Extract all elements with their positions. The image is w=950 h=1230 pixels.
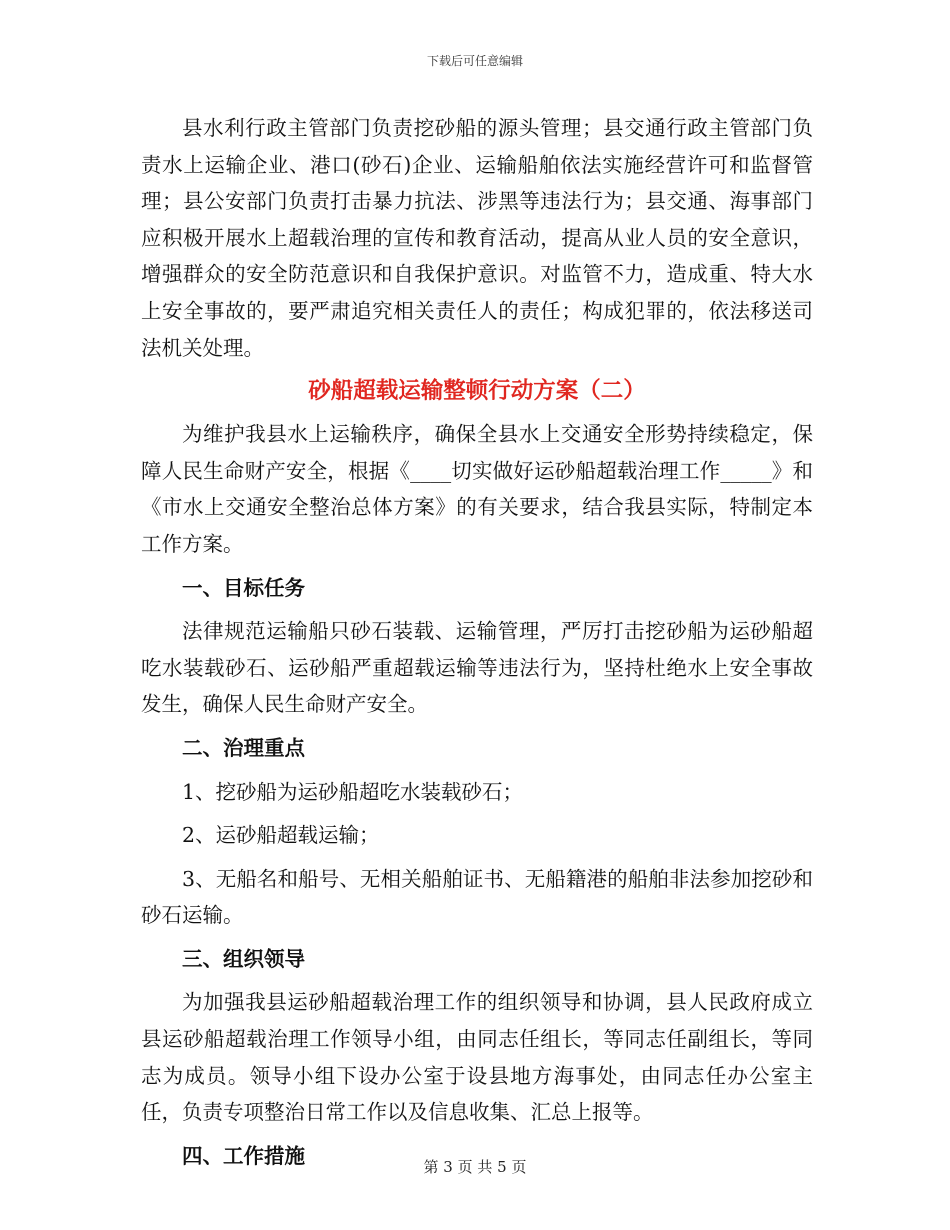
document-title: 砂船超载运输整顿行动方案（二） [308,378,646,405]
document-body [141,110,813,1181]
paragraph-leadership: 为加强我县运砂船超载治理工作的组织领导和协调，县人民政府成立县运砂船超载治理工作领导小组，由同志任组长，等同志任副组长，等同志为成员。领导小组下设办公室于设县地方海事处，由同志任办公室主任，负责专项整治日常工作以及信息收集、汇总上报等。 [141,990,813,1125]
section-heading-measures: 四、工作措施 [182,1143,305,1168]
section-heading-leadership: 三、组织领导 [182,946,305,971]
section-heading-goals: 一、目标任务 [182,575,305,600]
section-heading-focus: 二、治理重点 [182,735,305,760]
paragraph-goals: 法律规范运输船只砂石装载、运输管理，严厉打击挖砂船为运砂船超吃水装载砂石、运砂船严重超载运输等违法行为，坚持杜绝水上安全事故发生，确保人民生命财产安全。 [141,619,813,717]
list-item-focus-3: 3、无船名和船号、无相关船舶证书、无船籍港的船舶非法参加挖砂和砂石运输。 [141,866,813,928]
list-item-focus-2: 2、运砂船超载运输； [182,823,380,848]
page-footer: 第 3 页 共 5 页 [423,1158,527,1176]
page-header: 下载后可任意编辑 [426,54,523,68]
list-item-focus-1: 1、挖砂船为运砂船超吃水装载砂石； [182,779,524,804]
intro-paragraph: 县水利行政主管部门负责挖砂船的源头管理；县交通行政主管部门负责水上运输企业、港口(砂石)企业、运输船舶依法实施经营许可和监督管理；县公安部门负责打击暴力抗法、涉黑等违法行为；县交通、海事部门应积极开展水上超载治理的宣传和教育活动，提高从业人员的安全意识，增强群众的安全防范意识和自我保护意识。对监管不力，造成重、特大水上安全事故的，要严肃追究相关责任人的责任；构成犯罪的，依法移送司法机关处理。 [141,116,813,360]
paragraph-preamble: 为维护我县水上运输秩序，确保全县水上交通安全形势持续稳定，保障人民生命财产安全，根据《____切实做好运砂船超载治理工作_____》和《市水上交通安全整治总体方案》的有关要求，结合我县实际，特制定本工作方案。 [141,422,813,556]
